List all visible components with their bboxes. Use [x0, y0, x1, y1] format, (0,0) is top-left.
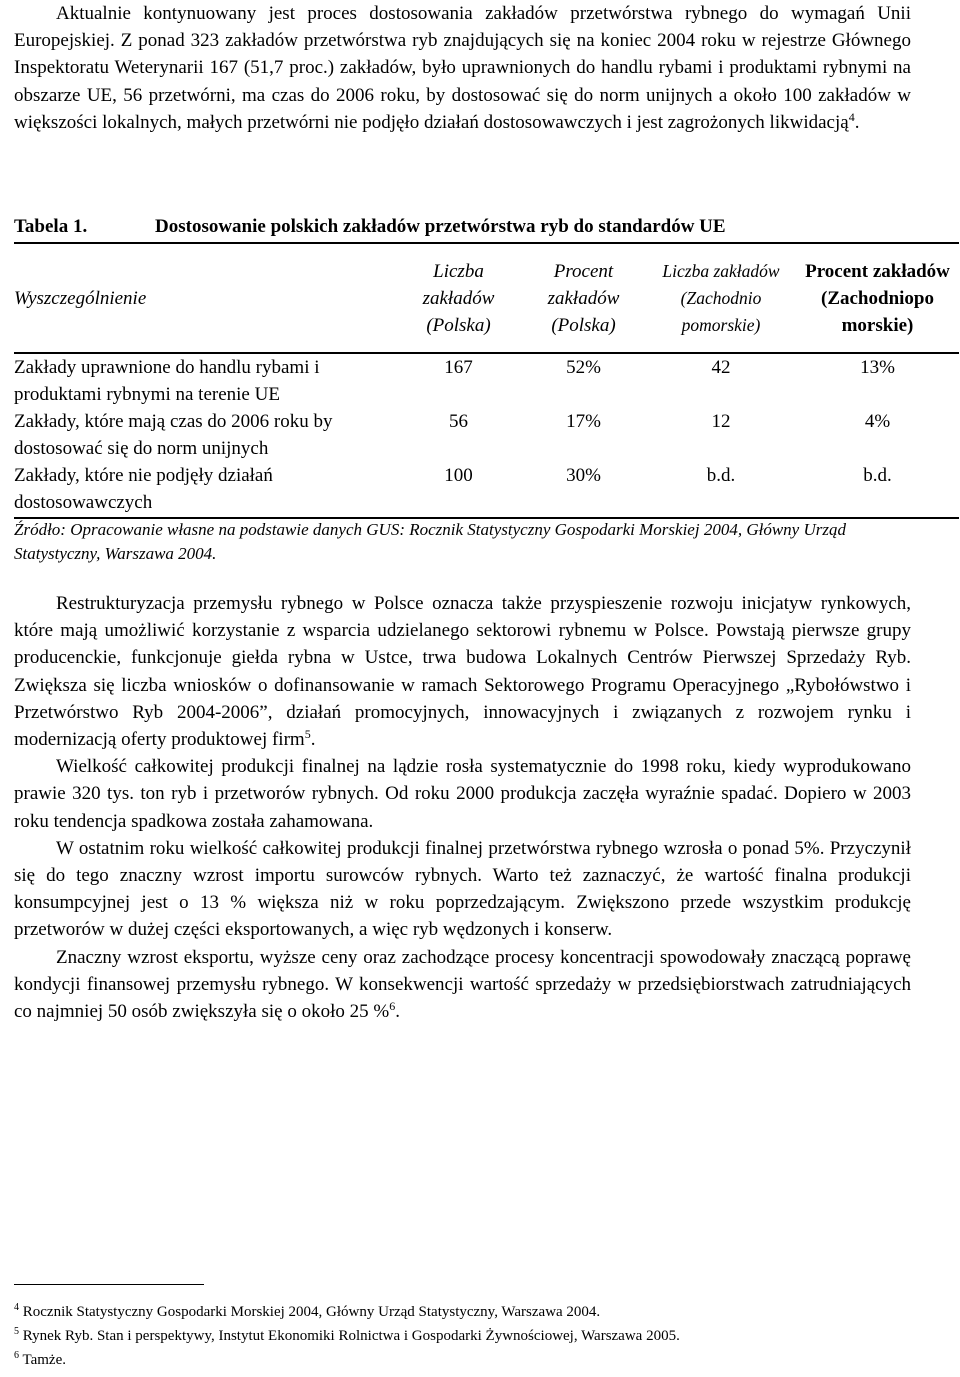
col-header-count-zachodniopomorskie: Liczba zakładów (Zachodnio pomorskie): [646, 243, 796, 353]
table-row: [14, 408, 959, 462]
table-caption: [14, 216, 911, 242]
cell-percent-zachodniopomorskie: 13%: [860, 357, 895, 378]
cell-percent-poland: 17%: [566, 411, 601, 432]
cell-percent-poland: 52%: [566, 357, 601, 378]
document-page: [14, 0, 950, 1368]
body-paragraph: Restrukturyzacja przemysłu rybnego w Polsce oznacza także przyspieszenie rozwoju inicjatyw rynkowych, które mają umożliwić korzystanie z wsparcia udzielanego sektorowi rybnemu w Polsce. Powstają pierwsze grupy producenckie, funkcjonuje giełda rybna w Ustce, trwa budowa Lokalnych Centrów Pierwszej Sprzedaży Ryb. Zwiększa się liczba wniosków o dofinansowanie w ramach Sektorowego Programu Operacyjnego „Rybołówstwo i Przetwórstwo Ryb 2004-2006”, działań promocyjnych, innowacyjnych i związanych z rozwojem rynku i modernizacją oferty produktowej firm$^5$.: [14, 593, 911, 751]
cell-count-poland: 100: [396, 462, 521, 518]
footnote-item: $^4$ Rocznik Statystyczny Gospodarki Morskiej 2004, Główny Urząd Statystyczny, Warszawa 2004.: [14, 1302, 601, 1320]
body-paragraph: Wielkość całkowitej produkcji finalnej na lądzie rosła systematycznie do 1998 roku, kiedy wyprodukowano prawie 320 tys. ton ryb i przetworów rybnych. Od roku 2000 produkcja zaczęła wyraźnie spadać. Dopiero w 2003 roku tendencja spadkowa została zahamowana.: [14, 756, 911, 832]
footnote-ref-6: 6: [389, 999, 396, 1014]
cell-percent-zachodniopomorskie: b.d.: [796, 462, 959, 518]
table-source-note: Źródło: Opracowanie własne na podstawie danych GUS: Rocznik Statystyczny Gospodarki Morskiej 2004, Główny Urząd Statystyczny, Warszawa 2004.: [14, 520, 846, 563]
footnote-ref-4: 4: [848, 109, 855, 124]
cell-count-zachodniopomorskie: b.d.: [646, 462, 796, 518]
footnote-ref-5: 5: [304, 727, 311, 742]
body-text: [14, 590, 911, 1025]
intro-paragraph: Aktualnie kontynuowany jest proces dostosowania zakładów przetwórstwa rybnego do wymagań Unii Europejskiej. Z ponad 323 zakładów przetwórstwa ryb znajdujących się na koniec 2004 roku w rejestrze Głównego Inspektoratu Weterynarii 167 (51,7 proc.) zakładów, było uprawnionych do handlu rybami i produktami rybnymi na obszarze UE, 56 przetwórni, ma czas do 2006 roku, by dostosować się do norm unijnych a około 100 zakładów w większości lokalnych, małych przetwórni nie podjęło działań dostosowawczych i jest zagrożonych likwidacją$^4$.: [14, 3, 911, 133]
table-row: [14, 353, 959, 408]
body-paragraph: W ostatnim roku wielkość całkowitej produkcji finalnej przetwórstwa rybnego wzrosła o ponad 5%. Przyczynił się do tego znaczny wzrost importu surowców rybnych. Warto też zaznaczyć, że wartość finalna produkcji konsumpcyjnej jest o 13 % większa niż w roku poprzedzającym. Zwiększono przede wszystkim produkcję przetworów w dużej części eksportowanych, a więc ryb wędzonych i konserw.: [14, 837, 911, 941]
footnotes: [14, 1300, 911, 1372]
body-paragraph: Znaczny wzrost eksportu, wyższe ceny oraz zachodzące procesy koncentracji spowodowały znaczącą poprawę kondycji finansowej przemysłu rybnego. W konsekwencji wartość sprzedaży w przedsiębiorstwach zatrudniających co najmniej 50 osób zwiększyła się o około 25 %$^6$.: [14, 946, 911, 1023]
cell-percent-poland: 30%: [521, 462, 646, 518]
col-header-description: Wyszczególnienie: [14, 243, 396, 353]
col-header-percent-poland: Procent zakładów (Polska): [521, 243, 646, 353]
cell-percent-zachodniopomorskie: 4%: [864, 411, 891, 432]
footnote-item: $^5$ Rynek Ryb. Stan i perspektywy, Instytut Ekonomiki Rolnictwa i Gospodarki Żywnościowej, Warszawa 2005.: [14, 1326, 680, 1344]
row-label: Zakłady uprawnione do handlu rybami i produktami rybnymi na terenie UE: [14, 357, 320, 405]
table-number: Tabela 1.: [14, 216, 88, 237]
table-row: [14, 462, 959, 518]
footnote-item: $^6$ Tamże.: [14, 1350, 66, 1368]
cell-count-zachodniopomorskie: 42: [711, 357, 731, 378]
row-label: Zakłady, które mają czas do 2006 roku by dostosować się do norm unijnych: [14, 411, 333, 459]
cell-count-poland: 167: [444, 357, 473, 378]
cell-count-poland: 56: [449, 411, 468, 432]
col-header-percent-zachodniopomorskie: Procent zakładów (Zachodniopo morskie): [796, 243, 959, 353]
row-label: Zakłady, które nie podjęły działań dostosowawczych: [14, 462, 396, 518]
cell-count-zachodniopomorskie: 12: [711, 411, 731, 432]
table-header-row: [14, 243, 959, 353]
footnote-separator: [14, 1284, 204, 1285]
table-title: Dostosowanie polskich zakładów przetwórstwa ryb do standardów UE: [155, 216, 726, 237]
data-table: [14, 242, 959, 519]
col-header-count-poland: Liczba zakładów (Polska): [396, 243, 521, 353]
